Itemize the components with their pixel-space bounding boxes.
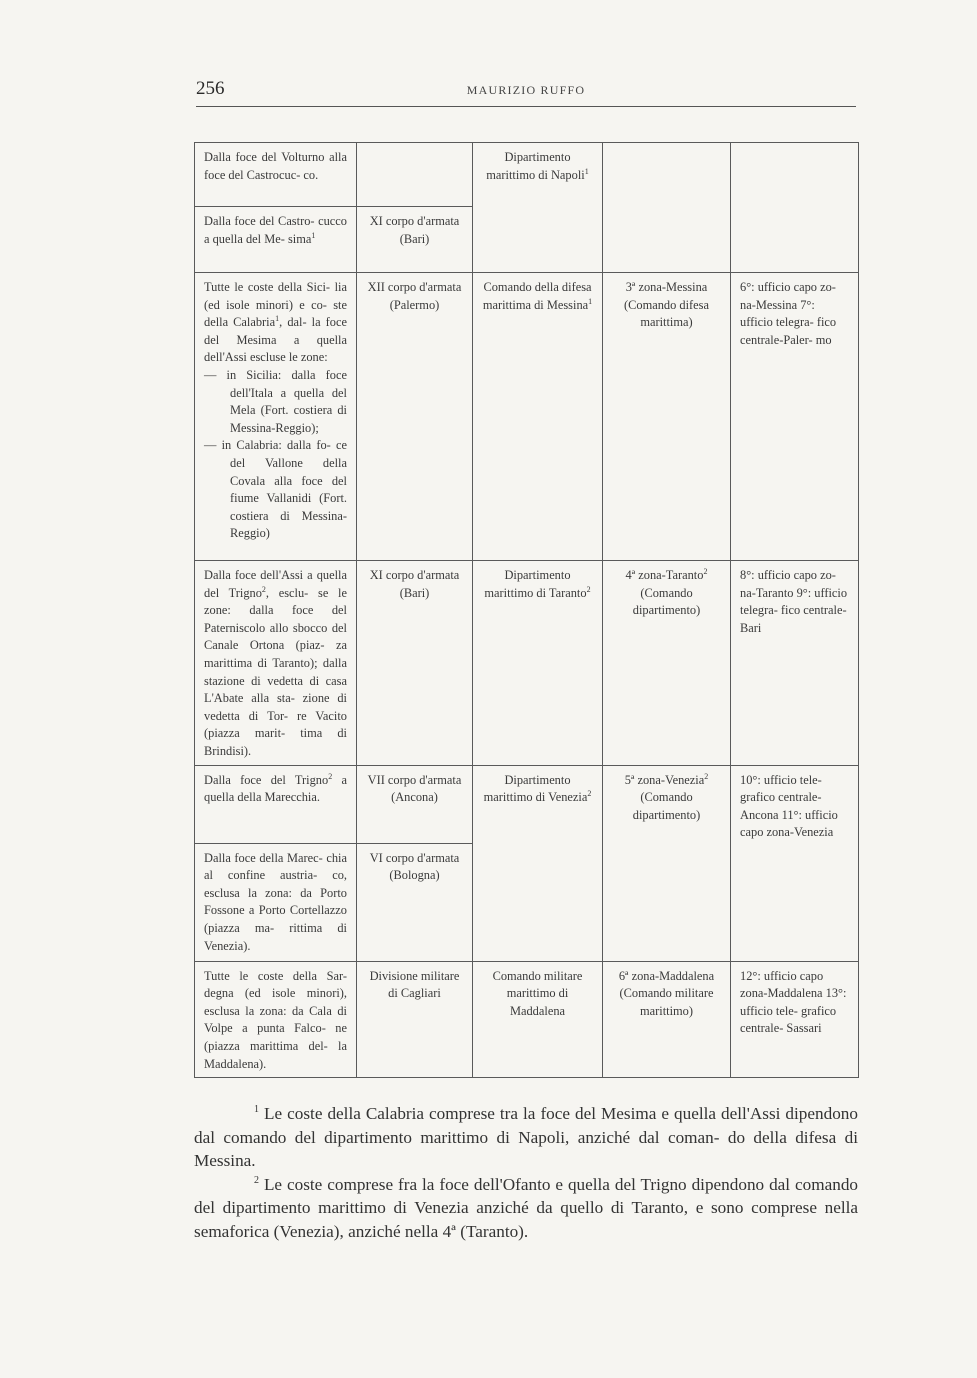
coast-cell: Dalla foce del Castro- cucco a quella del Me- sima$^1$ [195,207,357,273]
page-number: 256 [196,78,225,99]
naval-cell: Dipartimento marittimo di Taranto$^2$ [473,561,603,766]
footnote: $^2$ Le coste comprese fra la foce dell'Ofanto e quella del Trigno dipendono dal comando del dipartimento marittimo di Venezia anziché da quello di Taranto, e sono comprese nella semaforica (Venezia), anziché nella 4ª (Taranto). [194,1174,859,1241]
office-cell: 10°: ufficio tele- grafico centrale- Ancona 11°: ufficio capo zona-Venezia [731,765,859,961]
running-head: MAURIZIO RUFFO [466,83,586,97]
page-header [196,78,856,107]
table-row [195,765,859,843]
corps-cell: XI corpo d'armata (Bari) [357,561,473,766]
zone-cell: 3ª zona-Messina (Comando difesa marittima) [603,273,731,561]
coast-cell: Tutte le coste della Sici- lia (ed isole minori) e co- ste della Calabria$^1$, dal- la foce del Mesima a quella dell'Assi escluse le zone: — in Sicilia: dalla foce dell'Itala a quella del Mela (Fort. costiera di Messina-Reggio); — in Calabria: dalla fo- ce del Vallone della Covala alla foce del fiume Vallanidi (Fort. costiera di Messina-Reggio) [195,273,357,561]
table-row [195,273,859,561]
corps-cell: XII corpo d'armata (Palermo) [357,273,473,561]
footnotes [194,1102,858,1244]
corps-cell: VII corpo d'armata (Ancona) [357,765,473,843]
zone-cell: 6ª zona-Maddalena (Comando militare marittimo) [603,961,731,1078]
zone-cell: 4ª zona-Taranto$^2$ (Comando dipartimento) [603,561,731,766]
naval-cell: Comando militare marittimo di Maddalena [473,961,603,1078]
coast-exclusion-item: — in Sicilia: dalla foce dell'Itala a quella del Mela (Fort. costiera di Messina-Reggio); [204,367,347,435]
table-row [195,561,859,766]
corps-cell: VI corpo d'armata (Bologna) [357,843,473,961]
footnote: $^1$ Le coste della Calabria comprese tra la foce del Mesima e quella dell'Assi dipendono dal comando del dipartimento marittimo di Napoli, anziché dal coman- do della difesa di Messina. [194,1104,858,1171]
naval-cell: Dipartimento marittimo di Venezia$^2$ [473,765,603,961]
coast-cell: Dalla foce della Marec- chia al confine austria- co, esclusa la zona: da Porto Fossone a Porto Cortellazzo (piazza ma- rittima di Venezia). [195,843,357,961]
coast-defense-table [194,142,859,1078]
coast-cell: Dalla foce del Trigno$^2$ a quella della Marecchia. [195,765,357,843]
zone-cell: 5ª zona-Venezia$^2$ (Comando dipartimento) [603,765,731,961]
coast-cell: Dalla foce dell'Assi a quella del Trigno$^2$, esclu- se le zone: dalla foce del Paterniscolo allo sbocco del Canale Ortona (piaz- za marittima di Taranto); dalla stazione di vedetta di casa L'Abate alla sta- zione di vedetta di Tor- re Vacito (piazza marit- tima di Brindisi). [195,561,357,766]
naval-cell: Dipartimento marittimo di Napoli$^1$ [473,143,603,273]
corps-cell: Divisione militare di Cagliari [357,961,473,1078]
table-row [195,143,859,207]
coast-cell: Dalla foce del Volturno alla foce del Castrocuc- co. [195,143,357,207]
corps-cell: XI corpo d'armata (Bari) [357,207,473,273]
office-cell: 8°: ufficio capo zo- na-Taranto 9°: ufficio telegra- fico centrale-Bari [731,561,859,766]
naval-cell: Comando della difesa marittima di Messina$^1$ [473,273,603,561]
office-cell [731,143,859,273]
office-cell: 12°: ufficio capo zona-Maddalena 13°: ufficio tele- grafico centrale- Sassari [731,961,859,1078]
corps-cell [357,143,473,207]
coast-cell: Tutte le coste della Sar- degna (ed isole minori), esclusa la zona: da Cala di Volpe a punta Falco- ne (piazza marittima del- la Maddalena). [195,961,357,1078]
table-row [195,961,859,1078]
coast-exclusion-item: — in Calabria: dalla fo- ce del Vallone della Covala alla foce del fiume Vallanidi (Fort. costiera di Messina-Reggio) [204,438,347,541]
office-cell: 6°: ufficio capo zo- na-Messina 7°: ufficio telegra- fico centrale-Paler- mo [731,273,859,561]
zone-cell [603,143,731,273]
